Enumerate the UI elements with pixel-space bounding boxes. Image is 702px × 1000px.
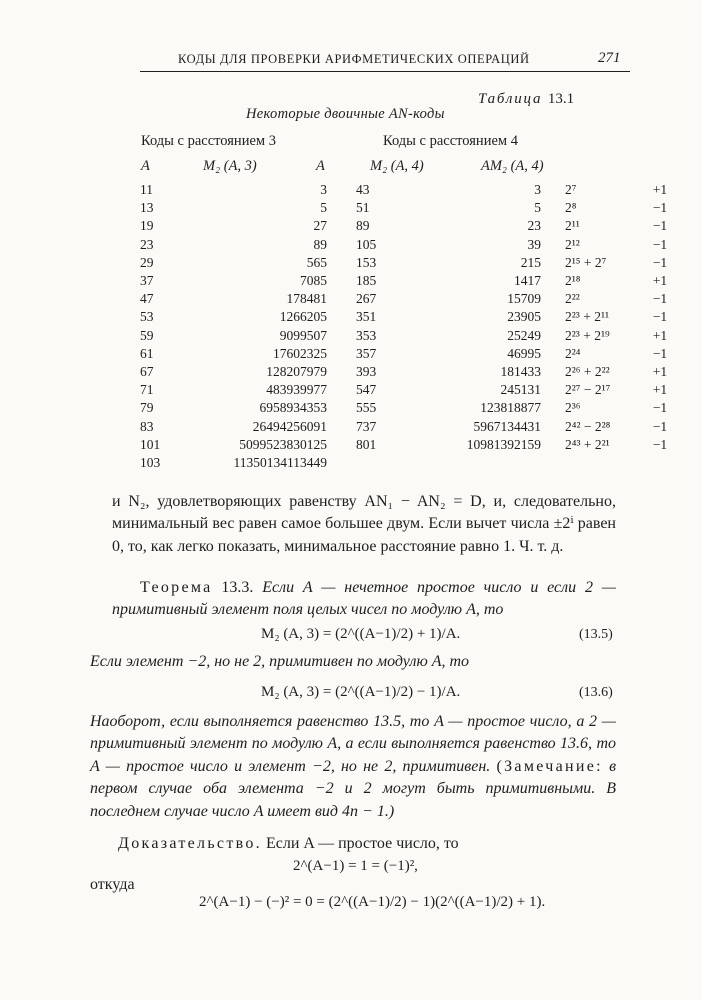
equation-fermat: 2^(A−1) = 1 = (−1)²,: [293, 858, 418, 874]
cell-am2-power: 2¹¹: [565, 218, 580, 234]
cell-am2-sign: +1: [652, 364, 668, 380]
cell-am2-sign: −1: [652, 400, 668, 416]
cell-am2-sign: +1: [652, 327, 668, 343]
cell-a-2: [327, 454, 418, 472]
cell-a: 47: [140, 291, 154, 307]
cell-m2-a4: 25249: [507, 327, 541, 343]
theorem-statement-3a: Наоборот, если выполняется равенство 13.5, то A — простое число, а 2 — примитивный элемент по модулю A, а если выполняется равенство 13.6, то A — простое число и элемент −2, но не 2, примитивен.: [90, 713, 616, 775]
cell-am2-power: 2²³ + 2¹⁹: [565, 327, 610, 343]
table-row: [138, 418, 675, 436]
cell-a-2: 393: [356, 364, 377, 380]
cell-a: 71: [140, 382, 154, 398]
column-header-m2-a4: M₂ (A, 4): [370, 158, 424, 174]
cell-m2-a4: 123818877: [480, 400, 541, 416]
theorem-13-3: [112, 577, 616, 622]
cell-am2-power: 2²³ + 2¹¹: [565, 309, 610, 325]
page-number: 271: [598, 50, 621, 66]
cell-a-2: 43: [356, 182, 370, 197]
table-number: 13.1: [547, 91, 575, 107]
cell-a-2: 357: [356, 345, 377, 361]
cell-a-2: 353: [356, 327, 377, 343]
cell-m2-a4: 39: [527, 236, 541, 252]
table-row: [138, 217, 675, 235]
table-row: [138, 236, 675, 254]
proof-text: Если A — простое число, то: [265, 835, 459, 852]
cell-m2-a3: 9099507: [279, 327, 327, 343]
cell-am2-sign: −1: [652, 345, 668, 361]
equation-number-13-5: (13.5): [579, 627, 613, 642]
table-row: [138, 345, 675, 363]
cell-m2-a4: 5967134431: [473, 418, 541, 434]
theorem-converse: [90, 711, 616, 823]
theorem-statement-1: Если A — нечетное простое число и если 2 — примитивный элемент поля целых чисел по модулю A, то: [112, 579, 617, 619]
cell-a: 23: [140, 236, 154, 252]
cell-m2-a3: 5099523830125: [239, 436, 327, 452]
cell-am2-sign: −1: [652, 436, 668, 452]
table-title: Некоторые двоичные AN-коды: [246, 106, 445, 122]
cell-am2-power: 2²²: [565, 291, 580, 307]
cell-a-2: 51: [356, 200, 370, 216]
cell-m2-a3: 6958934353: [259, 400, 327, 416]
cell-am2-power: 2⁸: [565, 200, 577, 216]
cell-m2-a3: 26494256091: [252, 418, 327, 434]
cell-m2-a4: 15709: [507, 291, 541, 307]
cell-m2-a3: 3: [320, 182, 327, 197]
cell-m2-a3: 27: [313, 218, 327, 234]
cell-m2-a4: 23905: [507, 309, 541, 325]
equation-number-13-6: (13.6): [579, 685, 613, 700]
cell-m2-a3: 17602325: [273, 345, 327, 361]
theorem-label: Теорема: [140, 579, 213, 596]
cell-m2-a3: 5: [320, 200, 327, 216]
cell-m2-a3: 1266205: [279, 309, 327, 325]
cell-a: 103: [140, 455, 161, 471]
cell-m2-a4: 245131: [500, 382, 541, 398]
column-header-a: A: [141, 158, 150, 174]
table-row: [138, 454, 675, 472]
cell-am2-sign: +1: [652, 382, 668, 398]
cell-a: 59: [140, 327, 154, 343]
cell-am2-power: 2²⁴: [565, 345, 581, 361]
cell-m2-a4: 46995: [507, 345, 541, 361]
cell-a-2: 737: [356, 418, 377, 434]
cell-am2-sign: −1: [652, 218, 668, 234]
cell-a: 37: [140, 273, 154, 289]
cell-am2-power: 2²⁶ + 2²²: [565, 364, 610, 380]
cell-a: 29: [140, 254, 154, 270]
cell-am2-sign: +1: [652, 273, 668, 289]
theorem-statement-2: Если элемент −2, но не 2, примитивен по модулю A, то: [90, 653, 470, 670]
cell-a: 13: [140, 200, 154, 216]
column-header-a-2: A: [316, 158, 325, 174]
cell-am2-sign: [645, 454, 675, 472]
cell-a-2: 89: [356, 218, 370, 234]
table-row: [138, 254, 675, 272]
proof-label: Доказательство.: [118, 835, 262, 852]
cell-am2-sign: −1: [652, 309, 668, 325]
cell-m2-a3: 89: [313, 236, 327, 252]
cell-am2-sign: −1: [652, 236, 668, 252]
table-row: [138, 381, 675, 399]
cell-a-2: 351: [356, 309, 377, 325]
cell-m2-a4: 10981392159: [466, 436, 541, 452]
cell-am2-power: 2¹⁵ + 2⁷: [565, 254, 607, 270]
table-label: [478, 91, 574, 108]
cell-m2-a4: 1417: [514, 273, 541, 289]
cell-m2-a4: 181433: [500, 364, 541, 380]
cell-m2-a4: [418, 454, 541, 472]
cell-m2-a3: 7085: [300, 273, 327, 289]
cell-am2-sign: −1: [652, 200, 668, 216]
cell-a: 67: [140, 364, 154, 380]
cell-m2-a3: 565: [306, 254, 327, 270]
cell-m2-a4: 3: [534, 182, 541, 197]
cell-am2-sign: +1: [652, 182, 668, 197]
cell-am2-sign: −1: [652, 291, 668, 307]
table-row: [138, 399, 675, 417]
cell-am2-power: 2¹²: [565, 236, 580, 252]
table-row: [138, 181, 675, 199]
header-rule: [140, 71, 630, 72]
cell-a: 101: [140, 436, 161, 452]
group-heading-distance-3: Коды с расстоянием 3: [141, 133, 276, 149]
column-header-m2-a3: M₂ (A, 3): [203, 158, 257, 174]
theorem-statement-3b: в первом случае оба элемента −2 и 2 могут быть примитивными. В последнем случае число A имеет вид 4n − 1.): [90, 757, 617, 820]
equation-factorization: 2^(A−1) − (−)² = 0 = (2^((A−1)/2) − 1)(2^((A−1)/2) + 1).: [199, 894, 546, 910]
table-row: [138, 308, 675, 326]
cell-m2-a4: 5: [534, 200, 541, 216]
table-row: [138, 436, 675, 454]
cell-am2-sign: −1: [652, 418, 668, 434]
cell-a: 19: [140, 218, 154, 234]
proof-start: [118, 833, 616, 855]
cell-am2-power: 2²⁷ − 2¹⁷: [565, 382, 611, 398]
word-whence: откуда: [90, 876, 135, 893]
table-row: [138, 272, 675, 290]
cell-a: 61: [140, 345, 154, 361]
cell-a-2: 555: [356, 400, 377, 416]
table-row: [138, 363, 675, 381]
cell-a-2: 547: [356, 382, 377, 398]
table-row: [138, 327, 675, 345]
cell-am2-sign: −1: [652, 254, 668, 270]
table-label-word: Таблица: [478, 91, 543, 107]
column-header-am2-a4: AM₂ (A, 4): [481, 158, 544, 174]
cell-m2-a3: 11350134113449: [233, 455, 327, 471]
cell-am2-power: 2⁴² − 2²⁸: [565, 418, 611, 434]
cell-a: 11: [140, 182, 153, 197]
cell-am2-power: 2⁷: [565, 182, 577, 197]
cell-am2-power: [541, 454, 645, 472]
an-codes-table: [138, 181, 675, 472]
cell-a-2: 185: [356, 273, 377, 289]
cell-m2-a3: 178481: [286, 291, 327, 307]
paragraph-continuation: и N₂, удовлетворяющих равенству AN₁ − AN₂ = D, и, следовательно, минимальный вес равен самое большее двум. Если вычет числа ±2ⁱ равен 0, то, как легко показать, минимальное расстояние равно 1. Ч. т. д.: [112, 493, 616, 555]
table-body: [138, 181, 675, 472]
cell-a-2: 267: [356, 291, 377, 307]
cell-a-2: 105: [356, 236, 377, 252]
group-heading-distance-4: Коды с расстоянием 4: [383, 133, 518, 149]
cell-a: 53: [140, 309, 154, 325]
running-header: КОДЫ ДЛЯ ПРОВЕРКИ АРИФМЕТИЧЕСКИХ ОПЕРАЦИЙ: [178, 52, 530, 66]
theorem-number: 13.3.: [221, 579, 254, 596]
equation-13-5: M₂ (A, 3) = (2^((A−1)/2) + 1)/A.: [261, 626, 461, 642]
cell-am2-power: 2⁴³ + 2²¹: [565, 436, 610, 452]
cell-a: 79: [140, 400, 154, 416]
cell-a: 83: [140, 418, 154, 434]
table-row: [138, 199, 675, 217]
cell-am2-power: 2¹⁸: [565, 273, 581, 289]
cell-a-2: 801: [356, 436, 377, 452]
equation-13-6: M₂ (A, 3) = (2^((A−1)/2) − 1)/A.: [261, 684, 461, 700]
cell-a-2: 153: [356, 254, 377, 270]
cell-m2-a3: 128207979: [266, 364, 327, 380]
cell-am2-power: 2³⁶: [565, 400, 581, 416]
cell-m2-a4: 23: [527, 218, 541, 234]
cell-m2-a3: 483939977: [266, 382, 327, 398]
cell-m2-a4: 215: [520, 254, 541, 270]
table-row: [138, 290, 675, 308]
remark-label: (Замечание:: [496, 757, 603, 775]
